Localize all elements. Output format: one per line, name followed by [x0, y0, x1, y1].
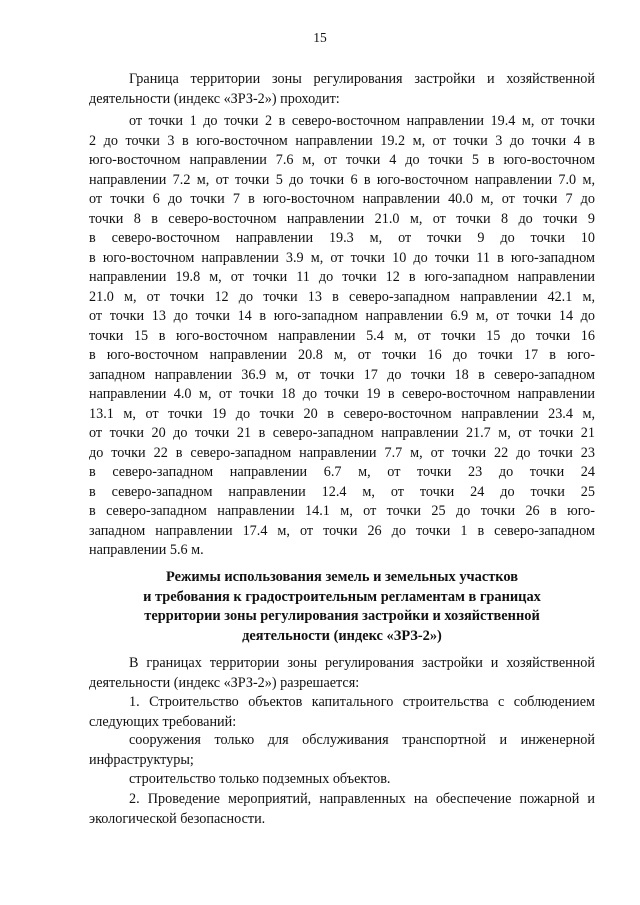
permit-subitem-1 [89, 731, 595, 770]
boundary-line: в юго-восточном направлении 20.8 м, от точки 16 до точки 17 в юго- [89, 347, 595, 363]
permit-subitem-line: строительство только подземных объектов. [129, 771, 391, 787]
heading-line: территории зоны регулирования застройки и хозяйственной [144, 608, 540, 624]
permit-subitem-line: инфраструктуры; [89, 751, 194, 768]
boundary-line: в северо-восточном направлении 19.3 м, от точки 9 до точки 10 [89, 230, 595, 246]
heading-line: Режимы использования земель и земельных участков [165, 569, 519, 585]
boundary-line: в северо-западном направлении 12.4 м, от точки 24 до точки 25 [89, 483, 595, 500]
permit-subitem-2 [89, 770, 595, 790]
permits-intro-line: В границах территории зоны регулирования застройки и хозяйственной [129, 655, 595, 671]
boundary-line: от точки 6 до точки 7 в юго-восточном направлении 40.0 м, от точки 7 до [89, 191, 595, 207]
permit-item-line: 2. Проведение мероприятий, направленных на обеспечение пожарной и [129, 791, 595, 807]
permit-item-line: следующих требований: [89, 713, 237, 730]
permit-item-line: экологической безопасности. [89, 810, 266, 827]
boundary-line: точки 15 в юго-восточном направлении 5.4 м, от точки 15 до точки 16 [89, 327, 595, 344]
permits-intro [89, 654, 595, 693]
boundary-line: до точки 22 в северо-западном направлении 7.7 м, от точки 22 до точки 23 [89, 444, 595, 461]
boundary-line: от точки 20 до точки 21 в северо-западном направлении 21.7 м, от точки 21 [89, 425, 595, 441]
boundary-intro [89, 70, 595, 109]
boundary-line: направлении 5.6 м. [89, 542, 204, 558]
permit-subitem-line: сооружения только для обслуживания транспортной и инженерной [129, 732, 595, 748]
boundary-line: от точки 1 до точки 2 в северо-восточном направлении 19.4 м, от точки [129, 113, 595, 129]
boundary-line: в северо-западном направлении 14.1 м, от точки 25 до точки 26 в юго- [89, 503, 595, 519]
boundary-line: в северо-западном направлении 6.7 м, от точки 23 до точки 24 [89, 464, 595, 480]
permits-intro-line: деятельности (индекс «ЗРЗ-2») разрешается: [89, 674, 360, 691]
heading-line: деятельности (индекс «ЗРЗ-2») [242, 627, 442, 644]
permit-item-2 [89, 790, 595, 829]
boundary-description [89, 112, 595, 561]
heading-line: и требования к градостроительным регламентам в границах [143, 588, 541, 605]
boundary-line: направлении 4.0 м, от точки 18 до точки 19 в северо-восточном направлении [89, 386, 595, 402]
boundary-line: точки 8 в северо-восточном направлении 21.0 м, от точки 8 до точки 9 [89, 210, 595, 227]
permit-item-line: 1. Строительство объектов капитального строительства с соблюдением [129, 694, 595, 710]
boundary-line: от точки 13 до точки 14 в юго-западном направлении 6.9 м, от точки 14 до [89, 308, 595, 324]
boundary-line: направлении 7.2 м, от точки 5 до точки 6 в юго-восточном направлении 7.0 м, [89, 171, 595, 188]
boundary-line: юго-восточном направлении 7.6 м, от точки 4 до точки 5 в юго-восточном [89, 152, 595, 168]
boundary-intro-line: Граница территории зоны регулирования застройки и хозяйственной [129, 71, 595, 87]
boundary-line: направлении 19.8 м, от точки 11 до точки 12 в юго-западном направлении [89, 269, 595, 285]
boundary-intro-line: деятельности (индекс «ЗРЗ-2») проходит: [89, 90, 340, 107]
boundary-line: 21.0 м, от точки 12 до точки 13 в северо-западном направлении 42.1 м, [89, 288, 595, 305]
boundary-line: западном направлении 36.9 м, от точки 17 до точки 18 в северо-западном [89, 366, 595, 383]
boundary-line: западном направлении 17.4 м, от точки 26 до точки 1 в северо-западном [89, 522, 595, 539]
boundary-line: 2 до точки 3 в юго-восточном направлении 19.2 м, от точки 3 до точки 4 в [89, 132, 595, 149]
page-number: 15 [313, 30, 327, 45]
boundary-line: 13.1 м, от точки 19 до точки 20 в северо-восточном направлении 23.4 м, [89, 405, 595, 422]
section-heading [89, 568, 595, 646]
boundary-line: в юго-восточном направлении 3.9 м, от точки 10 до точки 11 в юго-западном [89, 249, 595, 266]
permit-item-1 [89, 693, 595, 732]
